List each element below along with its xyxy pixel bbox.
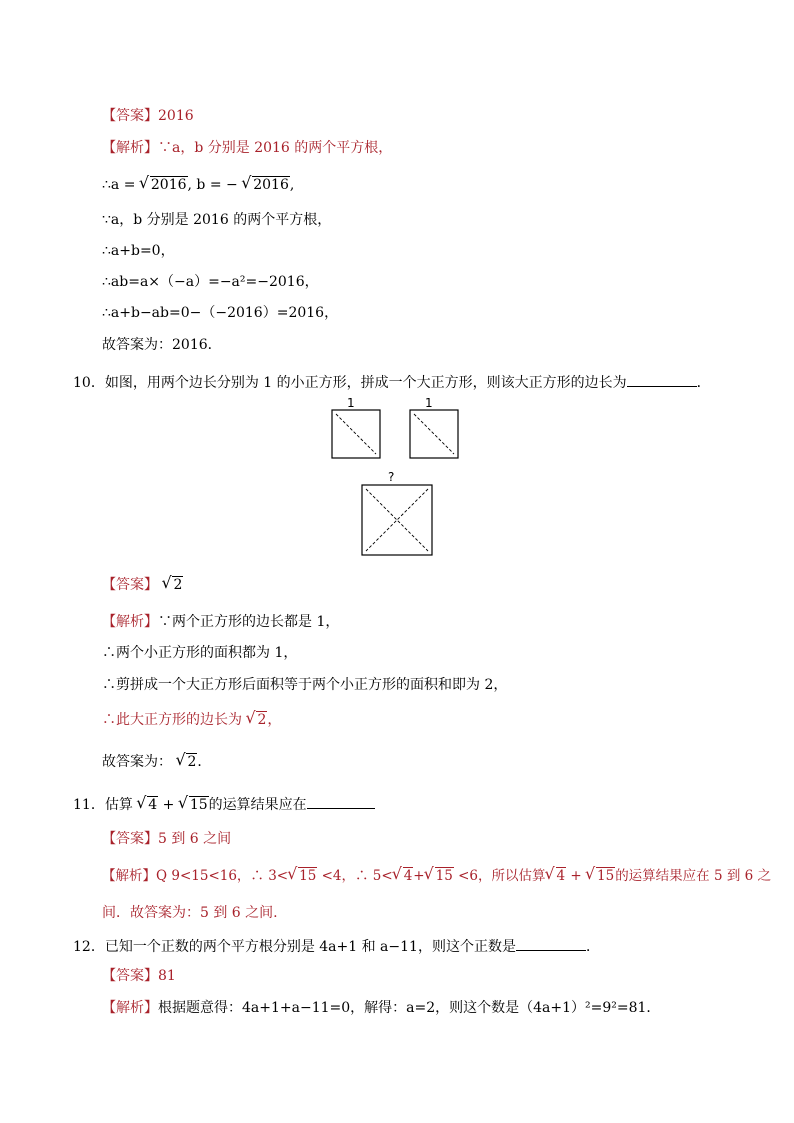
q11-plus: + [158,797,179,813]
sqrt-expression [179,796,209,814]
q12-stem-end: ． [585,939,600,955]
answer-label: 【答案】 [102,108,158,124]
large-square-diagonal-1 [366,489,428,551]
answer-blank [307,794,375,809]
q11-answer-line [102,830,231,848]
q9-analysis-3: ∵a，b 分别是 2016 的两个平方根， [102,212,332,228]
q10-analysis-5-post: ． [197,754,212,770]
q9-analysis-line-1 [102,139,392,157]
q11-analysis-plus: + [413,868,425,884]
q11-analysis-radicand-3: 15 [435,868,453,884]
q9-answer: 2016 [158,108,194,124]
q11-analysis-radicand-4: 4 [556,868,566,884]
sqrt-expression [393,867,414,885]
q10-analysis-line-1 [102,613,339,631]
q10-analysis-4-radicand: 2 [257,712,267,728]
q11-analysis-radicand-5: 15 [597,868,615,884]
q9-analysis-2-post: , [289,177,295,193]
sqrt-expression [140,176,188,194]
sqrt-expression [546,867,567,885]
answer-blank [627,372,697,387]
answer-label: 【答案】 [102,968,158,984]
q11-analysis-line-1 [102,867,771,885]
q11-analysis-2: 间．故答案为：5 到 6 之间. [102,905,278,921]
q10-figure [326,394,466,562]
small-square-1-diagonal [336,414,376,454]
q9-analysis-line-7 [102,336,222,354]
q9-analysis-5: ∴ab=a×（−a）=−a²=−2016， [102,274,319,290]
q11-analysis-line-2 [102,904,278,922]
q9-analysis-line-5 [102,273,319,291]
q10-stem-text: 10．如图，用两个边长分别为 1 的小正方形，拼成一个大正方形，则该大正方形的边长为 [73,375,627,391]
q9-analysis-6: ∴a+b−ab=0−（−2016）=2016， [102,305,339,321]
analysis-label: 【解析】 [102,1000,158,1016]
q12-stem [73,936,600,956]
q11-analysis-1-mid1: <4，∴ 5< [317,868,393,884]
q10-analysis-3: ∴剪拼成一个大正方形后面积等于两个小正方形的面积和即为 2， [102,677,508,693]
sqrt-expression [425,867,454,885]
q11-analysis-1-mid2: <6，所以估算 [453,868,546,884]
q9-radicand-2: 2016 [253,177,289,193]
q9-analysis-4: ∴a+b=0， [102,243,175,259]
q9-analysis-line-2 [102,176,294,194]
large-square-diagonal-2 [366,489,428,551]
answer-blank [516,936,586,951]
q10-analysis-5-radicand: 2 [187,754,197,770]
q12-answer: 81 [158,968,176,984]
analysis-label: 【解析】 [102,868,156,884]
q9-analysis-1: ∵a，b 分别是 2016 的两个平方根， [158,140,393,156]
q9-analysis-2-pre: ∴a = [102,177,136,193]
q9-radicand-1: 2016 [150,177,187,193]
q9-analysis-2-mid: , b = − [187,177,238,193]
q10-analysis-1: ∵两个正方形的边长都是 1， [158,614,340,630]
analysis-label: 【解析】 [102,140,158,156]
q10-analysis-line-3 [102,676,507,694]
q12-analysis-line-1 [102,999,660,1017]
q10-analysis-5-pre: 故答案为： [102,754,172,770]
q9-analysis-line-6 [102,304,338,322]
q11-analysis-radicand-1: 15 [299,868,317,884]
fig-label-2: 1 [425,396,433,410]
sqrt-expression [137,796,158,814]
q9-analysis-line-4 [102,242,175,260]
q11-analysis-1-post: 的运算结果应在 5 到 6 之 [615,868,772,884]
answer-label: 【答案】 [102,831,158,847]
q11-radicand-2: 15 [189,797,208,813]
q11-analysis-plus-2: + [566,868,586,884]
large-square [362,485,432,555]
q10-analysis-line-4 [102,711,281,729]
q10-stem-end: ． [696,375,711,391]
q12-answer-line [102,967,176,985]
q9-analysis-7: 故答案为：2016． [102,337,222,353]
q10-analysis-4-pre: ∴此大正方形的边长为 [102,712,242,728]
sqrt-expression [246,711,267,729]
sqrt-expression [586,867,615,885]
q10-answer-radicand: 2 [173,577,183,593]
q10-analysis-line-5 [102,753,211,771]
q12-analysis-1: 根据题意得：4a+1+a−11=0，解得：a=2，则这个数是（4a+1）²=9²=81． [158,1000,661,1016]
q11-answer: 5 到 6 之间 [158,831,232,847]
q11-analysis-radicand-2: 4 [403,868,413,884]
q11-radicand-1: 4 [148,797,158,813]
q11-stem-pre: 11．估算 [73,797,133,813]
q11-stem [73,794,375,814]
analysis-label: 【解析】 [102,614,158,630]
answer-label: 【答案】 [102,577,158,593]
q12-stem-text: 12．已知一个正数的两个平方根分别是 4a+1 和 a−11，则这个正数是 [73,939,516,955]
fig-label-1: 1 [347,396,355,410]
q9-answer-line [102,107,194,125]
q9-analysis-line-3 [102,211,331,229]
sqrt-expression [242,176,290,194]
q10-analysis-line-2 [102,644,297,662]
q10-analysis-2: ∴两个小正方形的面积都为 1， [102,645,298,661]
sqrt-expression [162,576,183,594]
q11-analysis-1-pre: Q 9<15<16，∴ 3< [156,868,289,884]
sqrt-expression [176,753,197,771]
q10-analysis-4-post: ， [267,712,282,728]
q10-stem [73,372,711,392]
fig-label-q: ? [388,470,395,484]
sqrt-expression [288,867,317,885]
small-square-2-diagonal [414,414,454,454]
q10-answer-line [102,576,183,594]
q11-stem-post: 的运算结果应在 [208,797,307,813]
